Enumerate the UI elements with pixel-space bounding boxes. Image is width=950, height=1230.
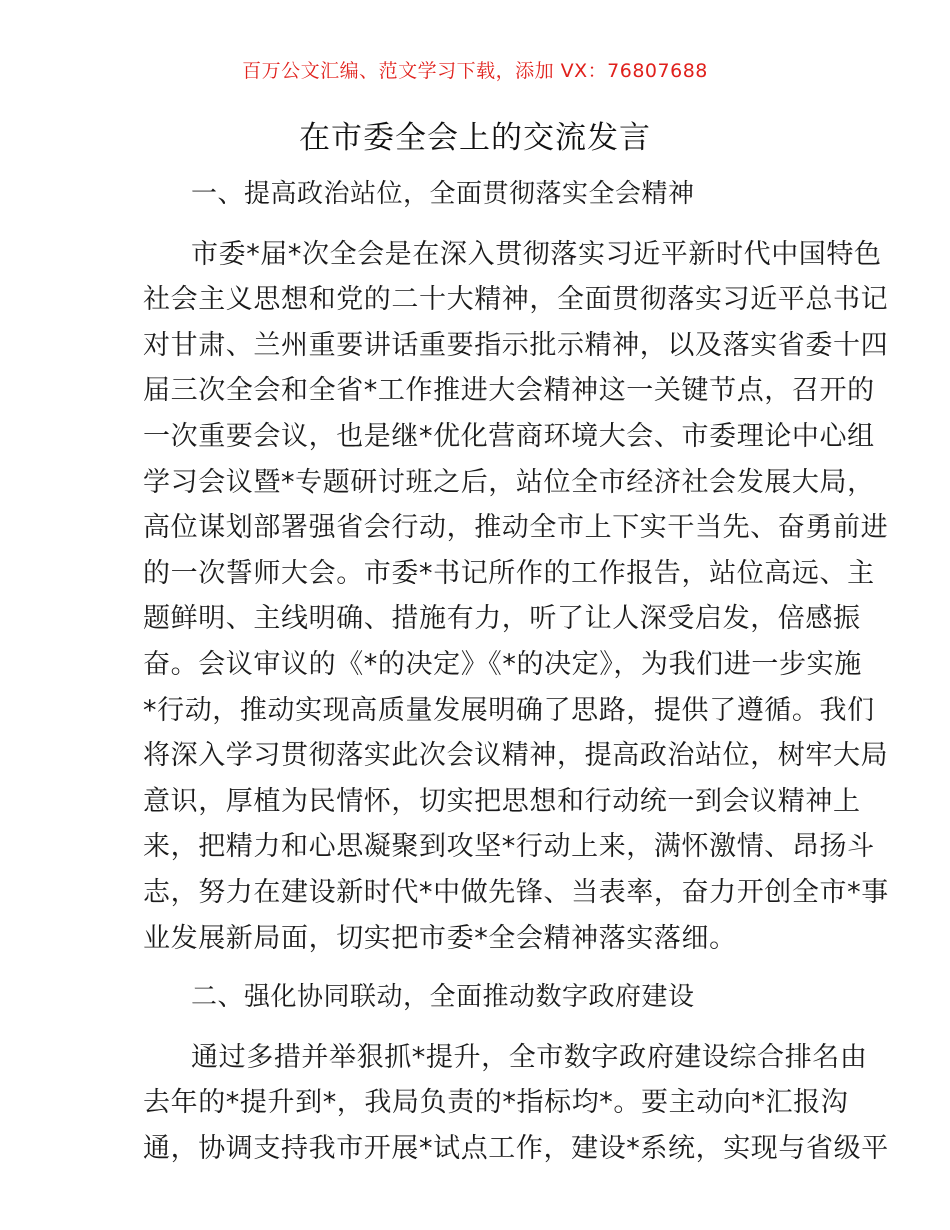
- paragraph-line: 学习会议暨*专题研讨班之后，站位全市经济社会发展大局，: [143, 466, 875, 498]
- paragraph-2: [143, 1035, 889, 1172]
- paragraph-line: 通，协调支持我市开展*试点工作，建设*系统，实现与省级平: [143, 1132, 889, 1164]
- paragraph-line: *行动，推动实现高质量发展明确了思路，提供了遵循。我们: [143, 694, 875, 726]
- paragraph-line: 届三次全会和全省*工作推进大会精神这一关键节点，召开的: [143, 375, 875, 407]
- paragraph-line: 意识，厚植为民情怀，切实把思想和行动统一到会议精神上: [143, 785, 861, 817]
- paragraph-gap: [143, 218, 813, 232]
- paragraph-gap: [143, 1021, 813, 1035]
- paragraph-line: 对甘肃、兰州重要讲话重要指示批示精神，以及落实省委十四: [143, 329, 889, 361]
- paragraph-line: 去年的*提升到*，我局负责的*指标均*。要主动向*汇报沟: [143, 1087, 849, 1119]
- document-body: [143, 172, 889, 1171]
- paragraph-line: 题鲜明、主线明确、措施有力，听了让人深受启发，倍感振: [143, 603, 861, 635]
- paragraph-line: 通过多措并举狠抓*提升，全市数字政府建设综合排名由: [191, 1041, 868, 1073]
- paragraph-1: [143, 232, 889, 962]
- paragraph-line: 一次重要会议，也是继*优化营商环境大会、市委理论中心组: [143, 420, 875, 452]
- paragraph-line: 将深入学习贯彻落实此次会议精神，提高政治站位，树牢大局: [143, 740, 889, 772]
- paragraph-line: 奋。会议审议的《*的决定》《*的决定》，为我们进一步实施: [143, 648, 862, 680]
- paragraph-line: 来，把精力和心思凝聚到攻坚*行动上来，满怀激情、昂扬斗: [143, 831, 875, 863]
- paragraph-line: 的一次誓师大会。市委*书记所作的工作报告，站位高远、主: [143, 557, 875, 589]
- paragraph-line: 高位谋划部署强省会行动，推动全市上下实干当先、奋勇前进: [143, 512, 889, 544]
- paragraph-line: 市委*届*次全会是在深入贯彻落实习近平新时代中国特色: [191, 238, 882, 270]
- paragraph-line: 业发展新局面，切实把市委*全会精神落实落细。: [143, 922, 737, 954]
- section-heading-2: 二、强化协同联动，全面推动数字政府建设: [191, 982, 695, 1013]
- section-heading-1: 一、提高政治站位，全面贯彻落实全会精神: [191, 179, 695, 209]
- paragraph-line: 社会主义思想和党的二十大精神，全面贯彻落实习近平总书记: [143, 284, 889, 316]
- paragraph-line: 志，努力在建设新时代*中做先锋、当表率，奋力开创全市*事: [143, 876, 889, 908]
- paragraph-gap: [143, 961, 813, 975]
- header-promo-note: 百万公文汇编、范文学习下载，添加 VX：76807688: [242, 60, 708, 82]
- page-title: 在市委全会上的交流发言: [299, 120, 651, 156]
